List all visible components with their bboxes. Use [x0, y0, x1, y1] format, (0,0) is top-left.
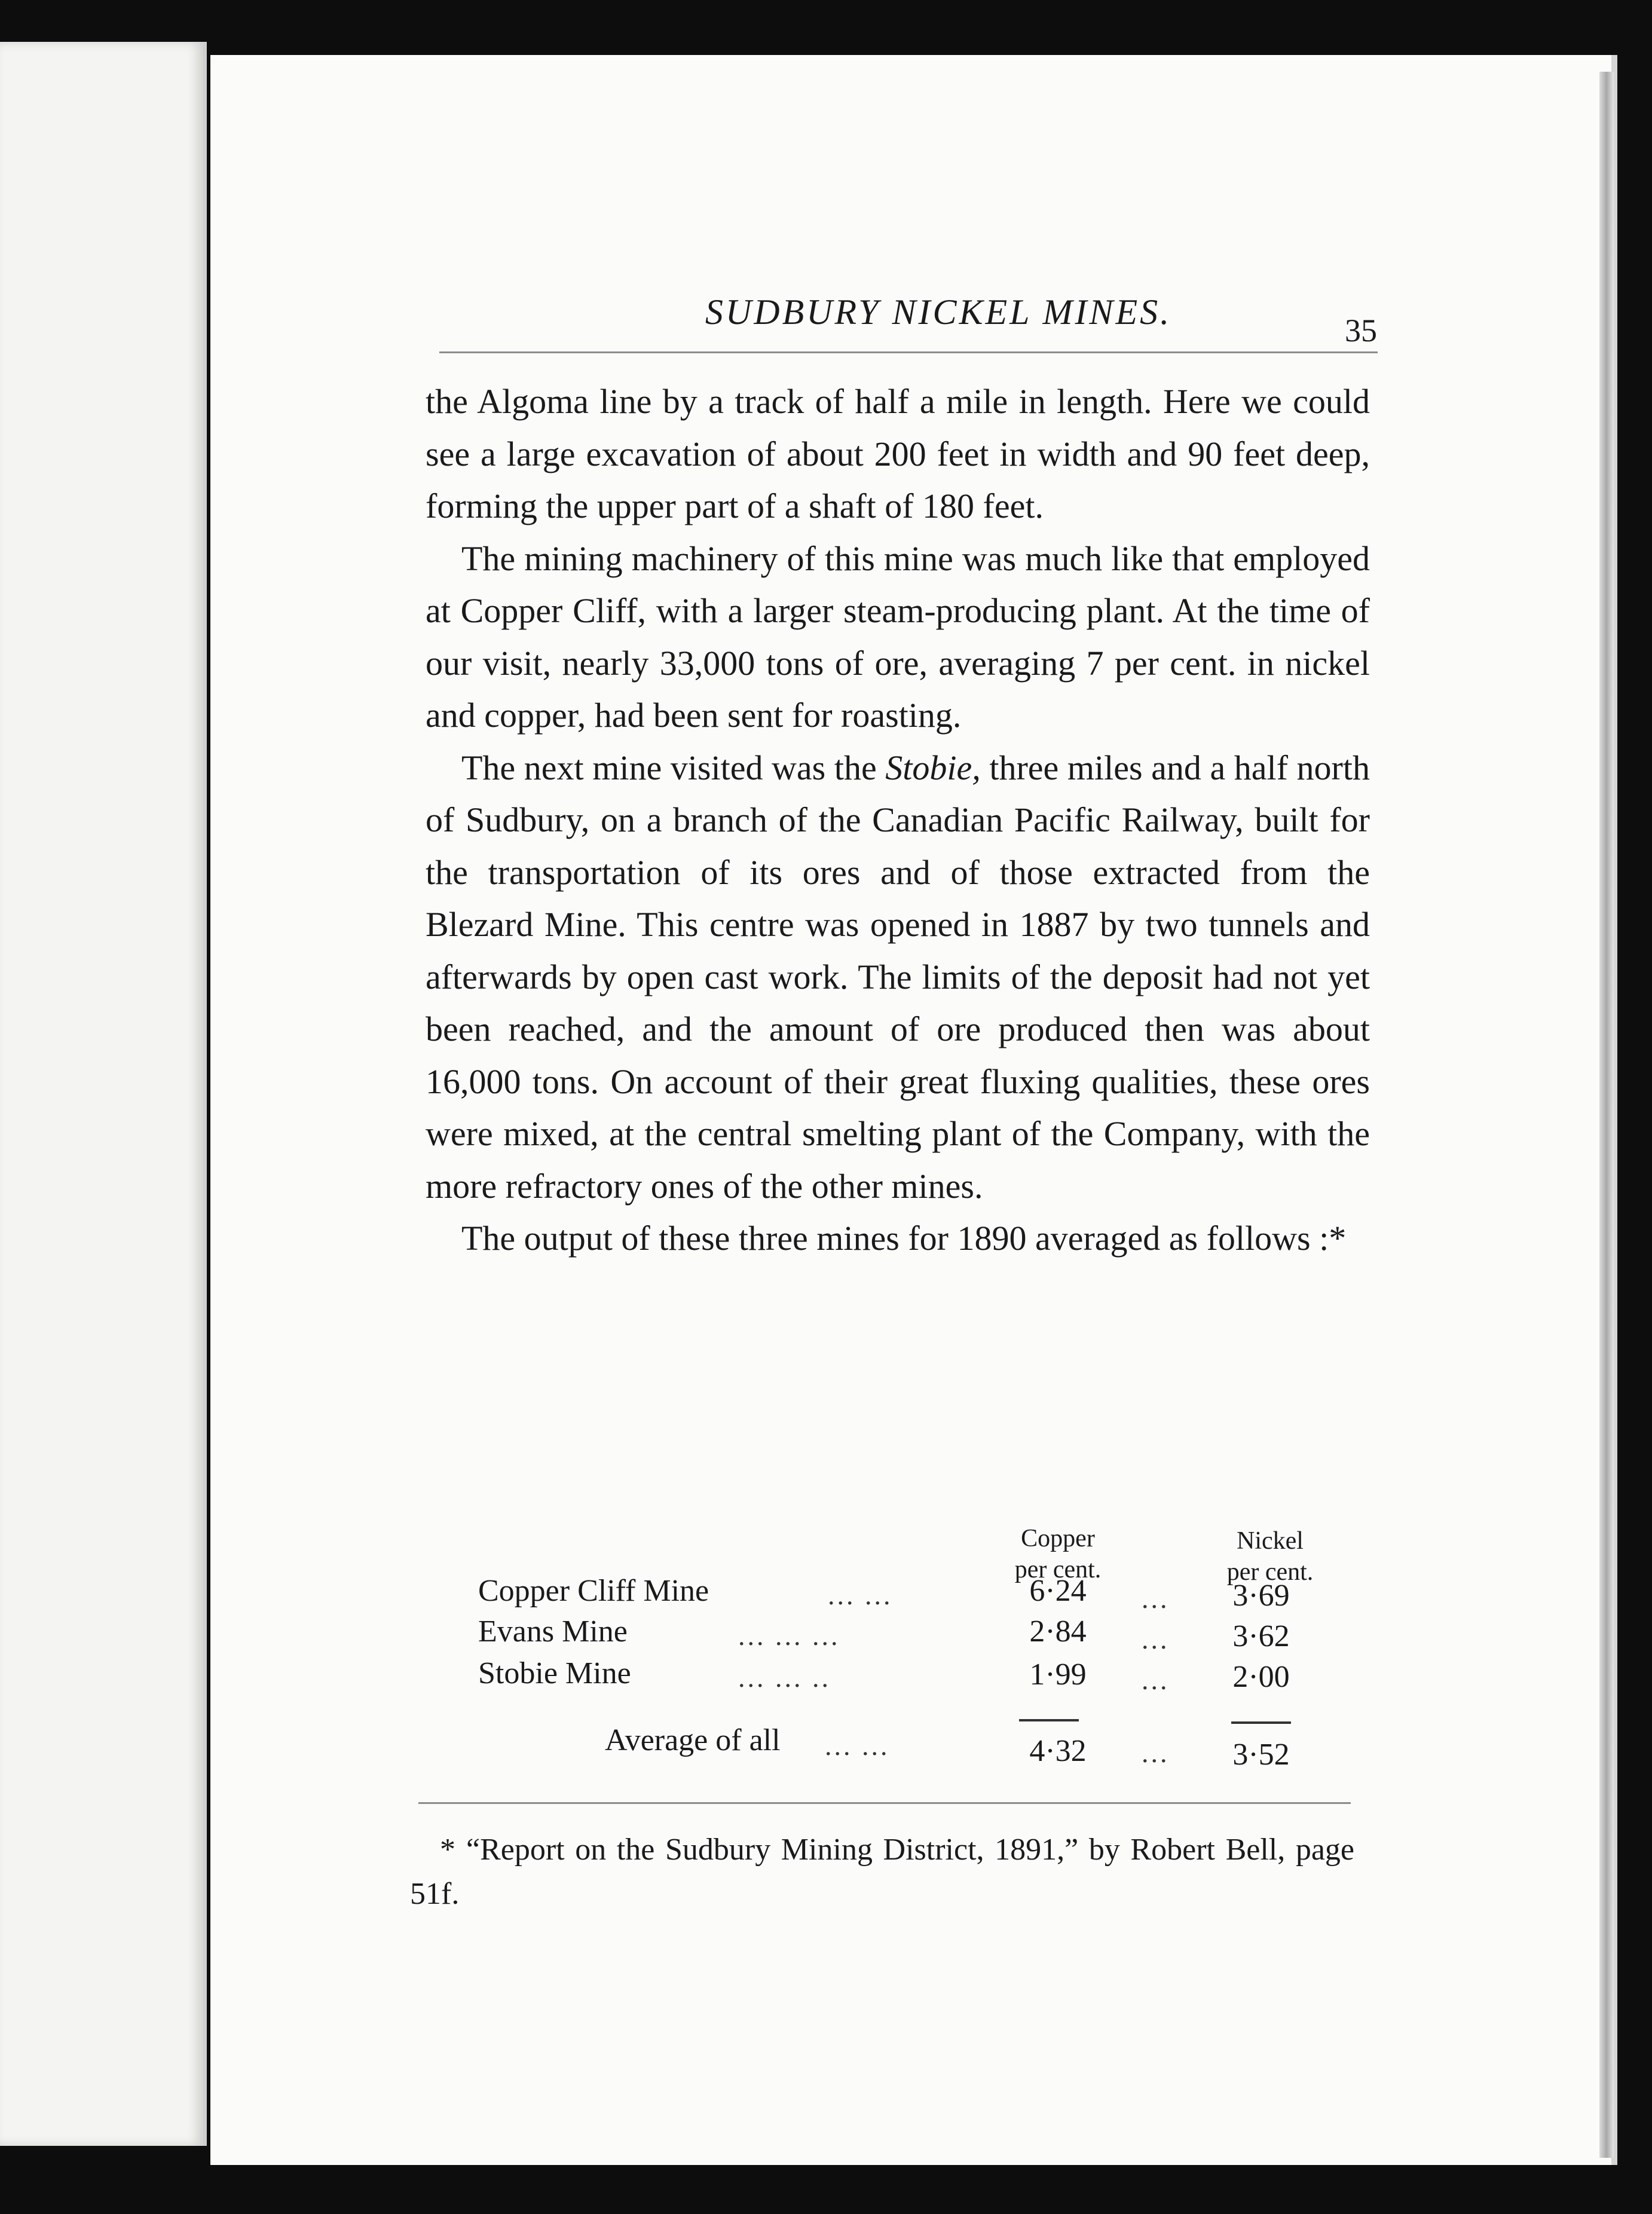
paragraph-3-rest: three miles and a half north of Sudbury, on a branch of the Canadian Pacific Railway, built for the transportation of its ores and of those extracted from the Blezard Mine. This centre was opened in 1887 by two tunnels and afterwards by open cast work. The limits of the deposit had not yet been reached, and the amount of ore produced then was about 16,000 tons. On account of their great fluxing qualities, these ores were mixed, at the central smelting plant of the Company, with the more refractory ones of the other mines.	[426, 748, 1370, 1206]
nickel-value: 3·62	[1232, 1619, 1290, 1653]
footnote-rule	[418, 1802, 1351, 1804]
page-number: 35	[1345, 313, 1377, 348]
footnote-marker: *	[440, 1833, 455, 1867]
copper-value: 6·24	[1029, 1574, 1087, 1608]
page-edge	[1599, 72, 1614, 2158]
running-head: SUDBURY NICKEL MINES.	[705, 292, 1172, 332]
leader-dots: ... ... ..	[738, 1662, 831, 1693]
leader-dots: ...	[1142, 1583, 1170, 1614]
facing-page	[0, 42, 207, 2146]
nickel-value: 3·69	[1232, 1579, 1290, 1613]
leader-dots: ...	[1142, 1665, 1170, 1695]
copper-average: 4·32	[1029, 1734, 1087, 1768]
body-text	[426, 375, 1370, 1265]
average-label: Average of all	[605, 1723, 781, 1757]
stobie-italic: Stobie,	[885, 748, 981, 787]
footnote-text: “Report on the Sudbury Mining District, 1891,” by Robert Bell, page 51f.	[410, 1833, 1354, 1911]
leader-dots: ...	[1142, 1738, 1170, 1768]
copper-value: 2·84	[1029, 1614, 1087, 1649]
leader-dots: ...	[1142, 1624, 1170, 1655]
copper-value: 1·99	[1029, 1658, 1087, 1692]
nickel-header-line1: Nickel	[1237, 1527, 1304, 1555]
copper-header-line2: per cent.	[1014, 1556, 1102, 1583]
nickel-sum-rule	[1231, 1721, 1291, 1724]
nickel-header-line2: per cent.	[1226, 1558, 1314, 1586]
leader-dots: ... ...	[825, 1730, 890, 1761]
paragraph-4: The output of these three mines for 1890 averaged as follows :*	[461, 1219, 1347, 1258]
paragraph-3	[426, 742, 1370, 1213]
paragraph-3-start: The next mine visited was the	[461, 748, 886, 787]
footnote	[410, 1828, 1354, 1916]
table-row-label: Copper Cliff Mine	[478, 1574, 709, 1608]
nickel-value: 2·00	[1232, 1660, 1290, 1694]
nickel-average: 3·52	[1232, 1738, 1290, 1772]
copper-header-line1: Copper	[1021, 1525, 1095, 1552]
leader-dots: ... ... ...	[738, 1620, 840, 1651]
copper-sum-rule	[1019, 1719, 1079, 1721]
header-rule	[439, 351, 1378, 353]
table-row-label: Evans Mine	[478, 1614, 628, 1649]
leader-dots: ... ...	[828, 1580, 893, 1610]
table-row-label: Stobie Mine	[478, 1656, 631, 1690]
paragraph-1: the Algoma line by a track of half a mile in length. Here we could see a large excavation of about 200 feet in width and 90 feet deep, forming the upper part of a shaft of 180 feet.	[426, 382, 1370, 525]
paragraph-2: The mining machinery of this mine was much like that employed at Copper Cliff, with a larger steam-producing plant. At the time of our visit, nearly 33,000 tons of ore, averaging 7 per cent. in nickel and copper, had been sent for roasting.	[426, 539, 1370, 735]
